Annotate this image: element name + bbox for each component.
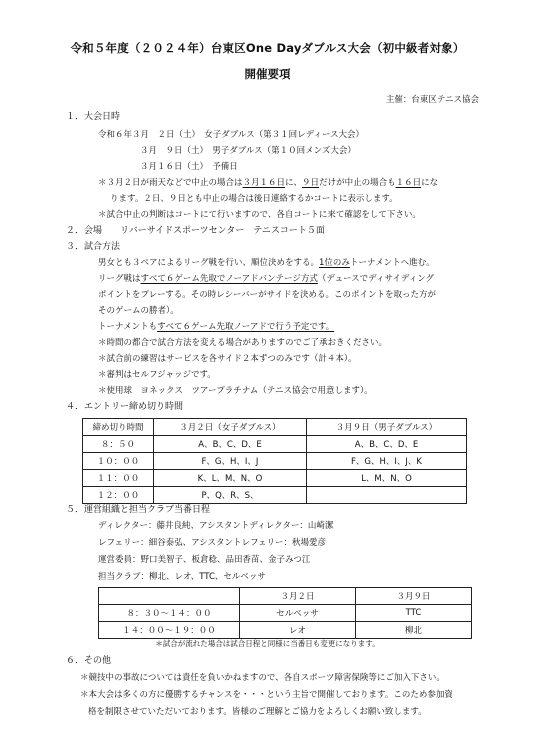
- header-cell: 締め切り時間: [83, 419, 154, 436]
- header-cell: ３月２日（女子ダブルス）: [154, 419, 307, 436]
- rain-note-line-2: ります。２日、９日とも中止の場合は後日連絡するかコートに表示します。: [110, 194, 398, 204]
- mens-groups-cell: A、B、C、D、E: [307, 436, 467, 453]
- match-note-1: ＊時間の都合で試合方法を変える場合がありますのでご了承おきください。: [98, 338, 388, 348]
- table-row: [83, 436, 467, 453]
- match-line-4: そのゲームの勝者）。: [98, 306, 179, 316]
- club-cell: レオ: [240, 622, 356, 639]
- match-note-2: ＊試合前の練習はサービスを各サイド２本ずつのみです（計４本）。: [98, 354, 357, 364]
- cancel-note: ＊試合中止の判断はコートにて行いますので、各自コートに来て確認をして下さい。: [98, 210, 421, 220]
- organizer: 主催：台東区テニス協会: [385, 95, 479, 105]
- match-line-2: リーグ戦はすべて６ゲーム先取でノーアドバンテージ方式（デュースでディサイディング: [98, 274, 435, 284]
- time-cell: １４：００～１９：００: [99, 622, 240, 639]
- deadline-cell: ８：５０: [83, 436, 154, 453]
- date-line-3: ３月１６日（土） 予備日: [140, 162, 238, 172]
- staff-referee: レフェリー：細谷泰弘、アシスタントレフェリー：秋場愛彦: [98, 538, 327, 548]
- mens-groups-cell: F、G、H、I、J、K: [307, 453, 467, 470]
- club-cell: 柳北: [356, 622, 472, 639]
- match-line-1: 男女とも３ペアによるリーグ戦を行い、順位決めをする。1位のみトーナメントへ進む。: [98, 258, 435, 268]
- table-header-row: [83, 419, 467, 436]
- staff-committee: 運営委員：野口美智子、板倉稔、品田香苗、金子みつ江: [98, 555, 311, 565]
- match-note-3: ＊審判はセルフジャッジです。: [98, 370, 216, 380]
- other-note-1: ＊競技中の事故については責任を負いかねますので、各自スポーツ障害保険等にご加入下さい。: [80, 673, 445, 683]
- table-row: [83, 453, 467, 470]
- mens-groups-cell: L、M、N、O: [307, 470, 467, 487]
- date-line-1: 令和６年３月 ２日（土） 女子ダブルス（第３１回レディース大会）: [98, 130, 365, 140]
- match-line-5: トーナメントもすべて６ゲーム先取ノーアドで行う予定です。: [98, 322, 335, 332]
- rain-note-line-1: ＊３月２日が雨天などで中止の場合は３月１６日に、９日だけが中止の場合も１６日にな: [98, 178, 439, 188]
- section-6-heading: ６．その他: [66, 656, 112, 666]
- header-cell: ３月９日: [356, 588, 472, 605]
- section-1-heading: １．大会日時: [66, 112, 121, 122]
- document-subtitle: 開催要項: [244, 67, 291, 81]
- header-cell: ３月２日: [240, 588, 356, 605]
- deadline-cell: １２：００: [83, 487, 154, 504]
- staff-director: ディレクター：藤井良純、アシスタントディレクター：山崎潔: [98, 521, 334, 531]
- duty-schedule-table: [98, 587, 472, 639]
- other-note-2: ＊本大会は多くの方に優勝するチャンスを・・・という主旨で開催しております。このため参加資: [80, 690, 453, 700]
- entry-deadline-table: [82, 418, 467, 504]
- womens-groups-cell: K、L、M、N、O: [154, 470, 307, 487]
- table-row: [83, 470, 467, 487]
- header-cell: [99, 588, 240, 605]
- time-cell: ８：３０～１４：００: [99, 605, 240, 622]
- table-header-row: [99, 588, 472, 605]
- womens-groups-cell: F、G、H、I、J: [154, 453, 307, 470]
- deadline-cell: １１：００: [83, 470, 154, 487]
- section-3-heading: ３．試合方法: [66, 242, 121, 252]
- header-cell: ３月９日（男子ダブルス）: [307, 419, 467, 436]
- table-row: [83, 487, 467, 504]
- other-note-3: 格を制限させていただいております。皆様のご理解とご協力をよろしくお願い致します。: [88, 707, 427, 717]
- deadline-cell: １０：００: [83, 453, 154, 470]
- table-row: [99, 605, 472, 622]
- match-note-4: ＊使用球 ヨネックス ツアープラチナム（テニス協会で用意します）。: [98, 386, 373, 396]
- section-4-heading: ４．エントリー締め切り時間: [66, 402, 184, 412]
- table-row: [99, 622, 472, 639]
- mens-groups-cell: [307, 487, 467, 504]
- match-line-3: ポイントをプレーする。その時レシーバーがサイドを決める。このポイントを取った方が: [98, 290, 437, 300]
- womens-groups-cell: P、Q、R、S、: [154, 487, 307, 504]
- club-cell: セルベッサ: [240, 605, 356, 622]
- section-2-venue: ２．会場 リバーサイドスポーツセンター テニスコート５面: [66, 226, 325, 236]
- document-title: 令和５年度（２０２４年）台東区One Dayダブルス大会（初中級者対象）: [70, 41, 465, 55]
- section-5-heading: ５．運営組織と担当クラブ当番日程: [66, 505, 211, 515]
- date-line-2: ３月 ９日（土） 男子ダブルス（第１０回メンズ大会）: [140, 146, 356, 156]
- womens-groups-cell: A、B、C、D、E: [154, 436, 307, 453]
- club-cell: TTC: [356, 605, 472, 622]
- staff-clubs: 担当クラブ：柳北、レオ、TTC、セルベッサ: [98, 572, 266, 582]
- duty-note: ＊試合が流れた場合は試合日程と同様に当番日も変更になります。: [155, 639, 380, 648]
